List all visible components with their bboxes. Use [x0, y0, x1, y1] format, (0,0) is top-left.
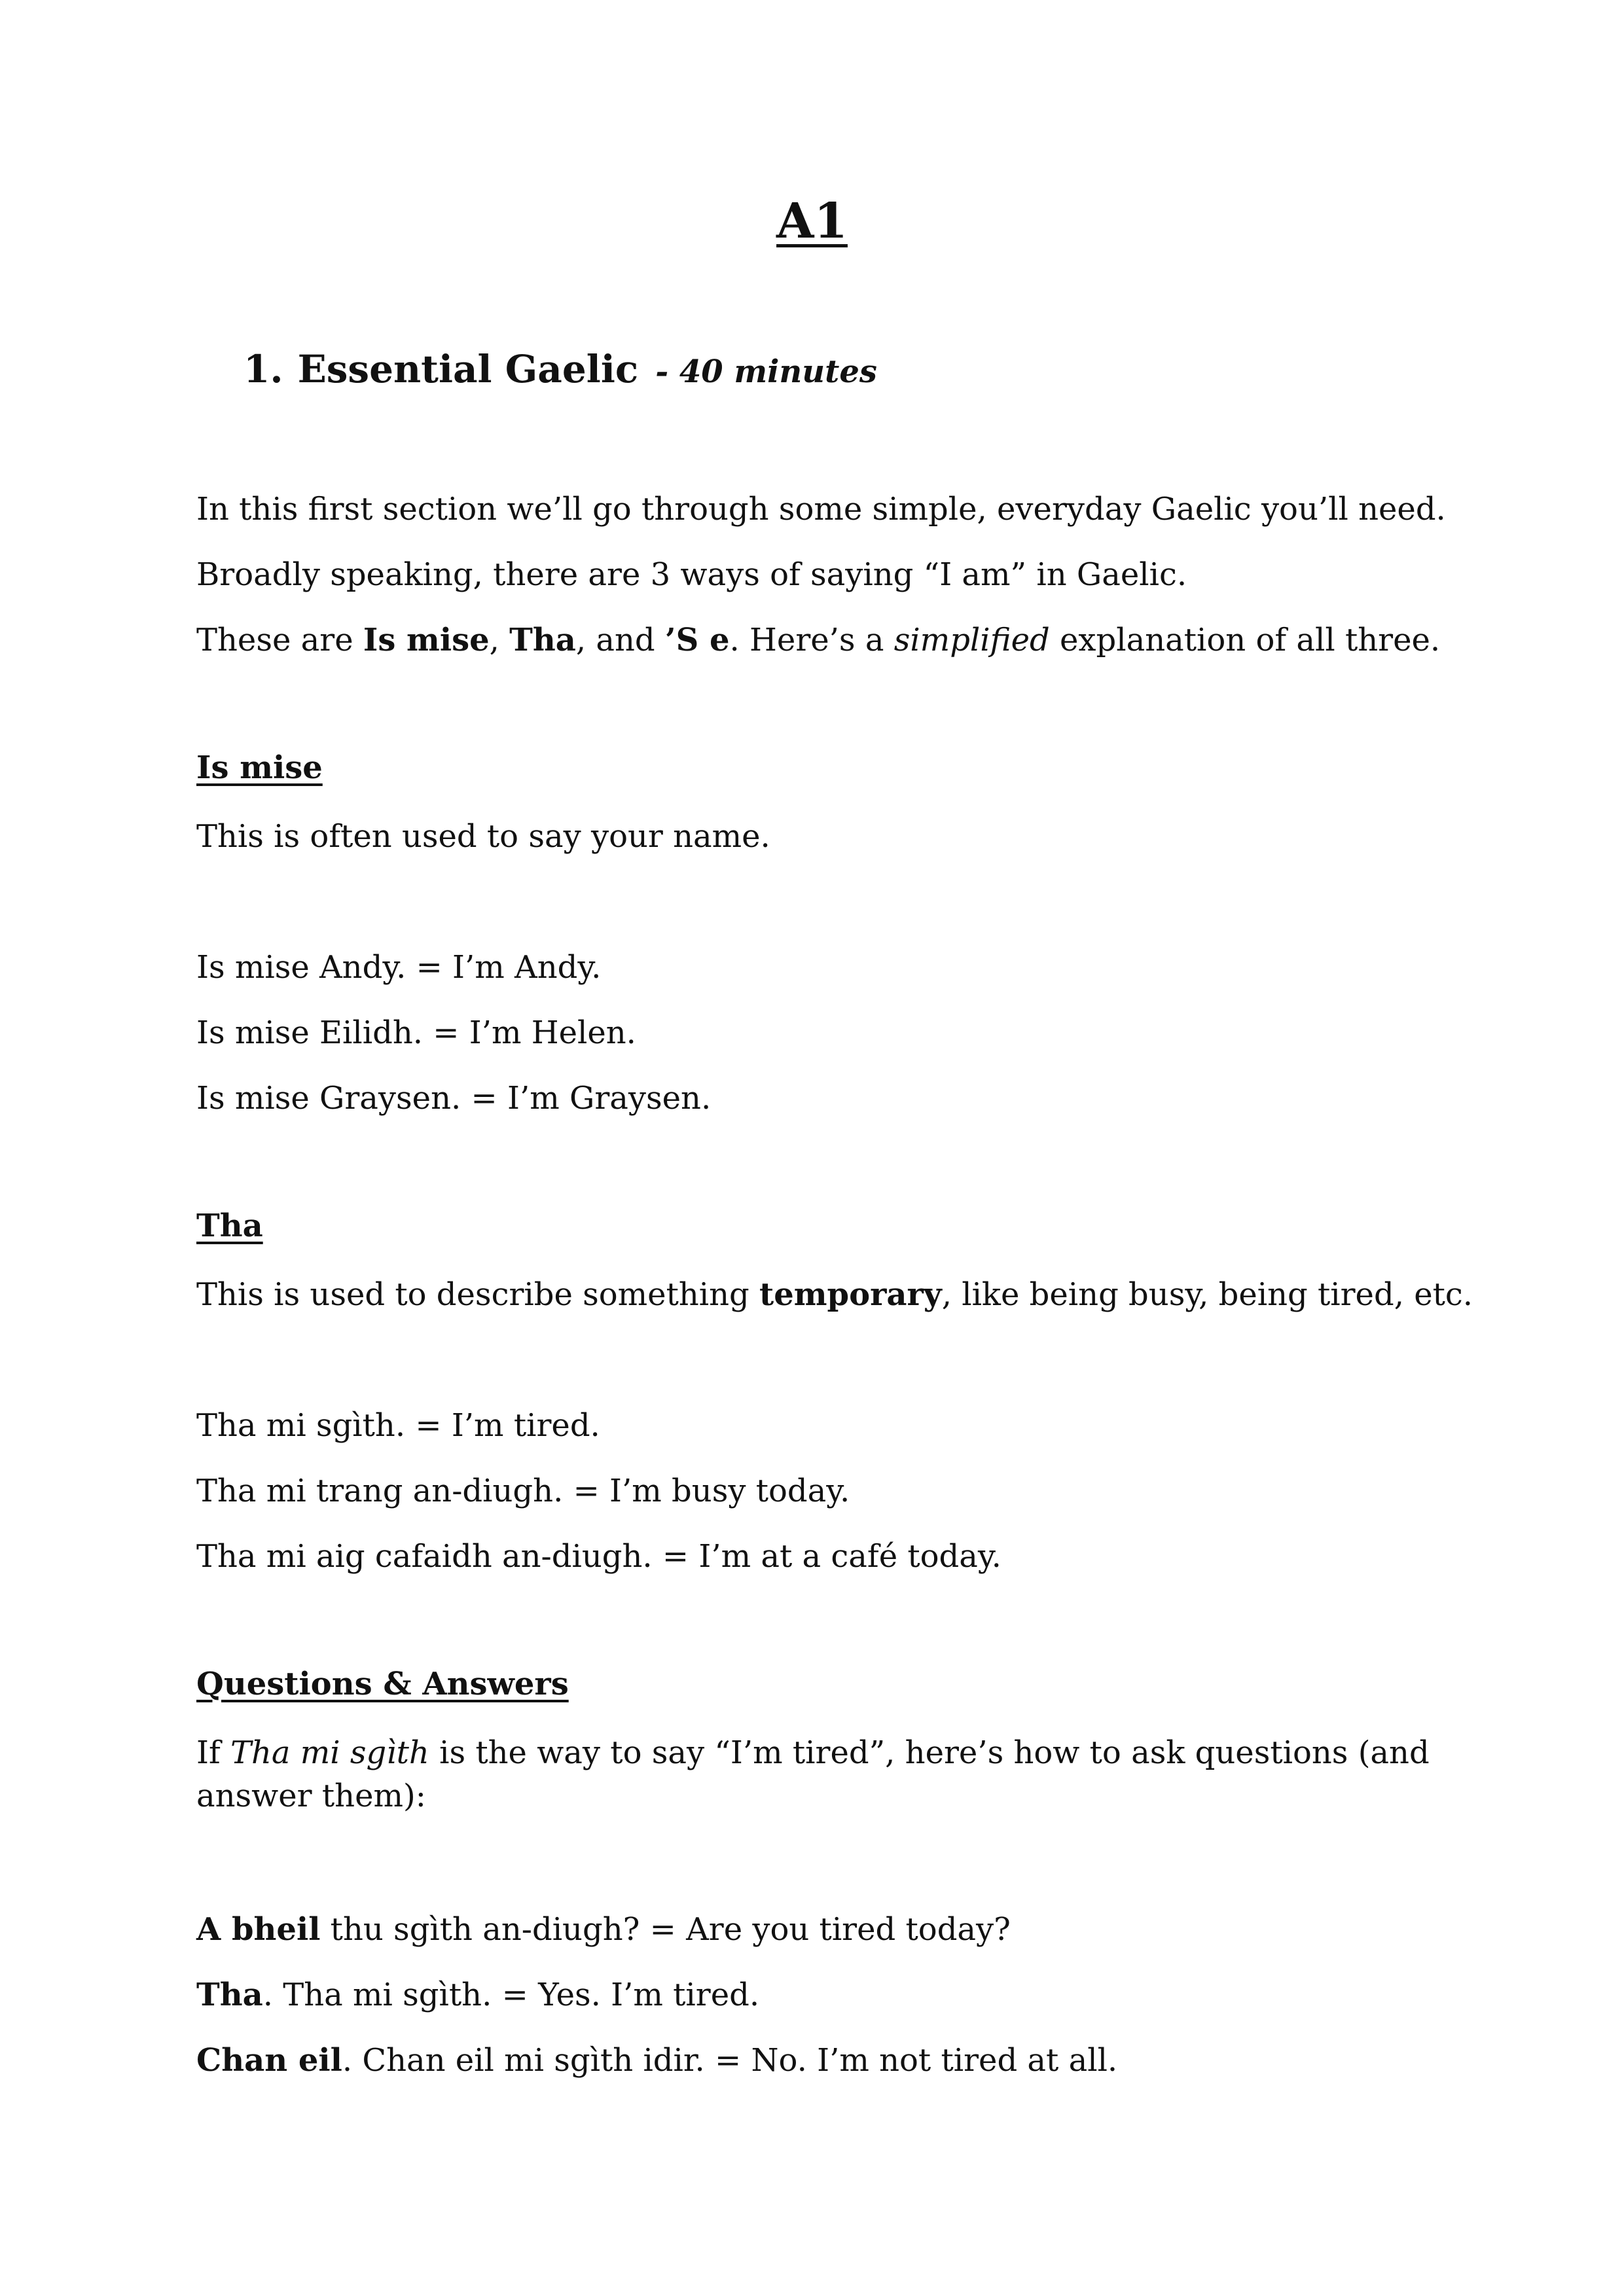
qa-line-bold: Chan eil [196, 2042, 342, 2079]
qa-desc-text: is the way to say “I’m tired”, here’s how to ask questions (and answer them): [196, 1734, 1430, 1814]
qa-line-bold: A bheil [196, 1911, 321, 1948]
intro-text: These are [196, 622, 363, 658]
is-mise-example: Is mise Andy. = I’m Andy. [196, 949, 602, 986]
qa-line [196, 1973, 1440, 2017]
qa-line-bold: Tha [196, 1977, 263, 2013]
qa-description [196, 1731, 1440, 1818]
tha-desc-bold: temporary [759, 1276, 942, 1313]
is-mise-heading: Is mise [196, 749, 323, 786]
tha-description [196, 1273, 1473, 1316]
document-title: A1 [776, 193, 848, 249]
qa-line-text: thu sgìth an-diugh? = Are you tired today? [320, 1911, 1011, 1948]
qa-line-text: . Tha mi sgìth. = Yes. I’m tired. [262, 1977, 760, 2013]
intro-text: , and [575, 622, 665, 658]
is-mise-example: Is mise Graysen. = I’m Graysen. [196, 1080, 712, 1117]
qa-desc-emphasis: Tha mi sgìth [230, 1734, 429, 1771]
term-is-mise: Is mise [363, 622, 490, 658]
intro-text: . Here’s a [729, 622, 894, 658]
term-tha: Tha [509, 622, 576, 658]
intro-line-3 [196, 619, 1440, 662]
qa-line [196, 2039, 1440, 2082]
qa-line [196, 1908, 1440, 1951]
qa-desc-text: If [196, 1734, 230, 1771]
tha-desc-text: , like being busy, being tired, etc. [941, 1276, 1473, 1313]
is-mise-example: Is mise Eilidh. = I’m Helen. [196, 1014, 636, 1051]
tha-example: Tha mi trang an-diugh. = I’m busy today. [196, 1473, 850, 1509]
questions-answers-heading: Questions & Answers [196, 1666, 569, 1702]
intro-emphasis: simplified [893, 622, 1050, 658]
qa-line-text: . Chan eil mi sgìth idir. = No. I’m not tired at all. [342, 2042, 1118, 2079]
intro-line-1: In this first section we’ll go through some simple, everyday Gaelic you’ll need. [196, 491, 1446, 528]
section-title: Essential Gaelic [297, 347, 639, 391]
intro-line-2: Broadly speaking, there are 3 ways of saying “I am” in Gaelic. [196, 556, 1187, 593]
tha-desc-text: This is used to describe something [196, 1276, 760, 1313]
intro-text: explanation of all three. [1049, 622, 1441, 658]
is-mise-description: This is often used to say your name. [196, 818, 770, 855]
intro-text: , [489, 622, 510, 658]
section-number: 1. [244, 347, 283, 391]
tha-example: Tha mi aig cafaidh an-diugh. = I’m at a café today. [196, 1538, 1001, 1575]
tha-example: Tha mi sgìth. = I’m tired. [196, 1407, 600, 1444]
tha-heading: Tha [196, 1208, 263, 1244]
section-heading [244, 347, 877, 391]
section-duration: - 40 minutes [655, 353, 877, 390]
term-s-e: ’S e [664, 622, 730, 658]
